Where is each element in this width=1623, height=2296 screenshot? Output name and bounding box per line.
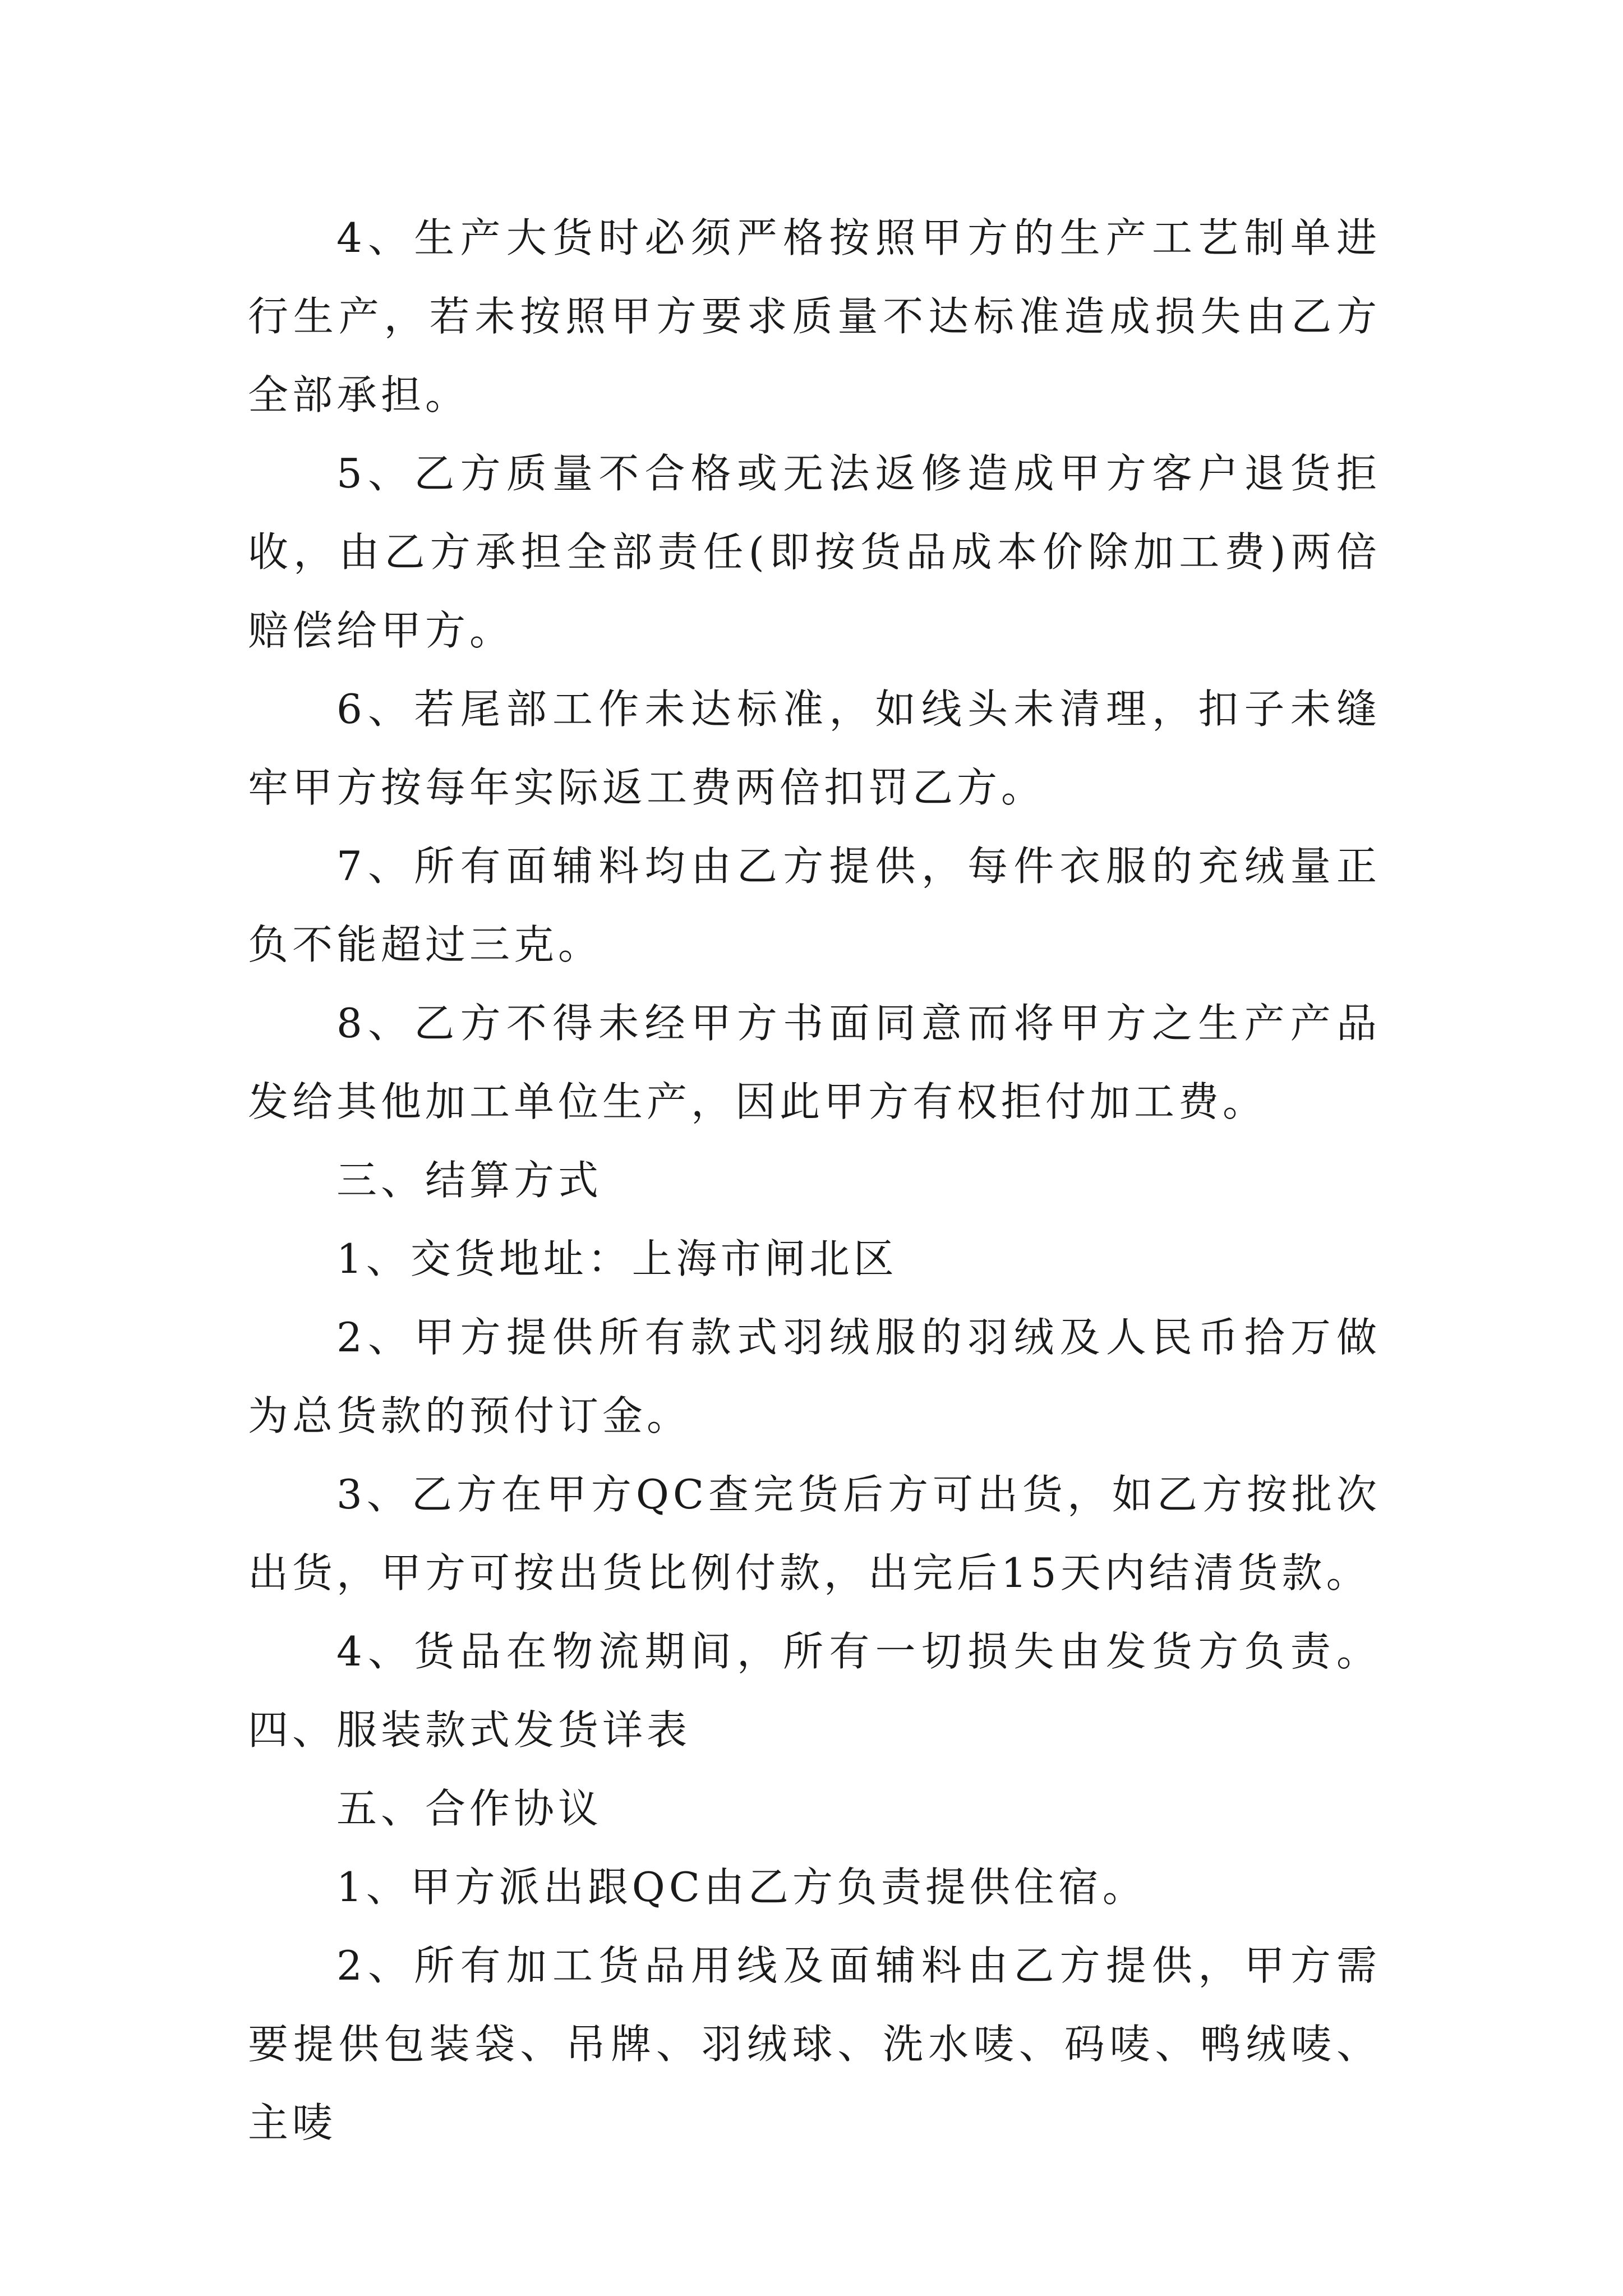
clause-7-materials: 7、所有面辅料均由乙方提供，每件衣服的充绒量正负不能超过三克。 bbox=[248, 843, 1381, 968]
clause-4-bulk-production: 4、生产大货时必须严格按照甲方的生产工艺制单进行生产，若未按照甲方要求质量不达标准造成损失由乙方全部承担。 bbox=[248, 214, 1381, 418]
clause-5-quality-liability: 5、乙方质量不合格或无法返修造成甲方客户退货拒收，由乙方承担全部责任(即按货品成本价除加工费)两倍赔偿给甲方。 bbox=[248, 450, 1381, 654]
settlement-item-4: 4、货品在物流期间，所有一切损失由发货方负责。 四、服装款式发货详表 bbox=[248, 1628, 1381, 1754]
document-body bbox=[248, 199, 1381, 2162]
clause-6-finishing-standard: 6、若尾部工作未达标准，如线头未清理，扣子未缝牢甲方按每年实际返工费两倍扣罚乙方。 bbox=[248, 685, 1381, 811]
section-heading-cooperation: 五、合作协议 bbox=[336, 1785, 603, 1832]
section-heading-settlement: 三、结算方式 bbox=[336, 1157, 603, 1204]
cooperation-item-1: 1、甲方派出跟QC由乙方负责提供住宿。 bbox=[336, 1864, 1147, 1911]
cooperation-item-2: 2、所有加工货品用线及面辅料由乙方提供，甲方需要提供包装袋、吊牌、羽绒球、洗水唛、码唛、鸭绒唛、主唛 bbox=[248, 1942, 1381, 2146]
settlement-item-3: 3、乙方在甲方QC查完货后方可出货，如乙方按批次出货，甲方可按出货比例付款，出完后15天内结清货款。 bbox=[248, 1471, 1381, 1596]
settlement-item-1: 1、交货地址：上海市闸北区 bbox=[336, 1235, 898, 1282]
clause-8-subcontracting: 8、乙方不得未经甲方书面同意而将甲方之生产产品发给其他加工单位生产，因此甲方有权拒付加工费。 bbox=[248, 1000, 1381, 1125]
settlement-item-2: 2、甲方提供所有款式羽绒服的羽绒及人民币拾万做为总货款的预付订金。 bbox=[248, 1314, 1381, 1439]
